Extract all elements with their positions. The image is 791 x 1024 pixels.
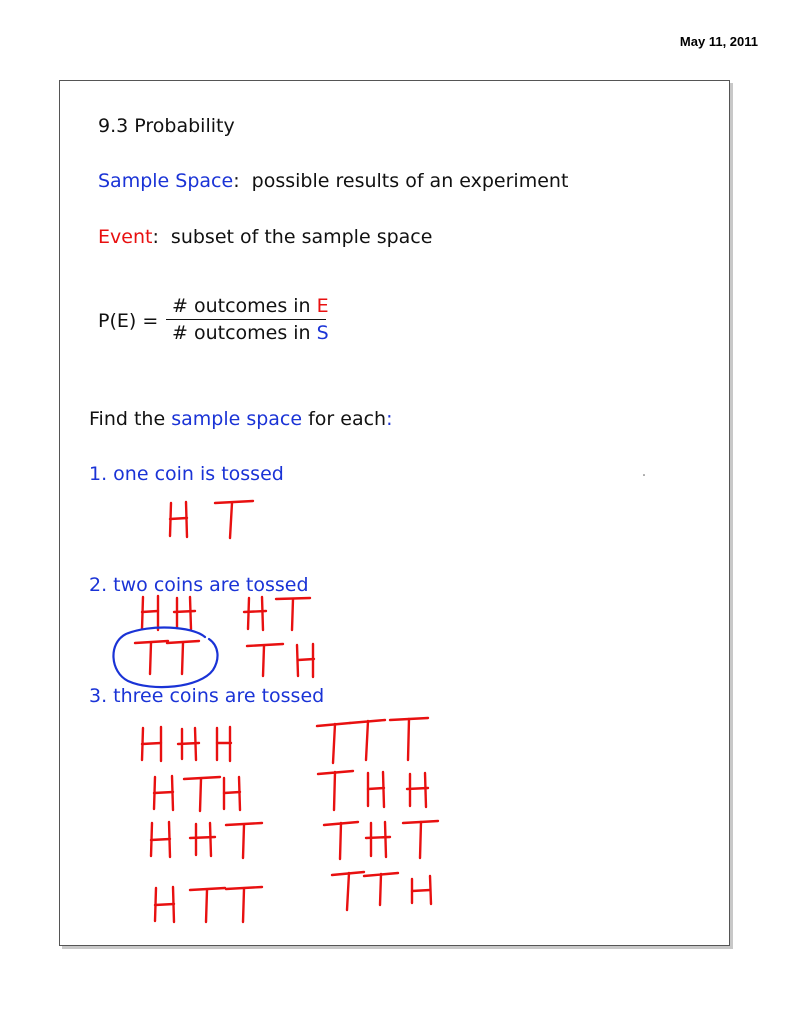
- event-term: Event: [98, 226, 153, 248]
- outcome-th: [247, 644, 314, 677]
- outcome-h: [170, 502, 187, 537]
- problem-3-label: 3. three coins are tossed: [89, 685, 325, 707]
- problem-2-label: 2. two coins are tossed: [89, 574, 309, 596]
- stray-dot: [643, 474, 645, 476]
- outcome-tt: [135, 641, 199, 674]
- event-text: subset of the sample space: [158, 226, 433, 248]
- sample-space-term: Sample Space: [98, 170, 234, 192]
- prompt-highlight: sample space: [171, 408, 303, 430]
- denominator-variable: S: [316, 322, 329, 344]
- outcome-tth: [332, 872, 431, 910]
- outcome-tht: [324, 821, 438, 859]
- denominator-text: # outcomes in: [172, 322, 317, 344]
- handwritten-outcomes-1: [170, 501, 253, 538]
- outcome-hhh: [142, 727, 231, 761]
- sample-space-colon: :: [233, 170, 240, 192]
- sample-space-text: possible results of an experiment: [239, 170, 569, 192]
- outcome-thh: [318, 771, 428, 810]
- numerator-text: # outcomes in: [172, 295, 317, 317]
- outcome-ht: [244, 597, 310, 630]
- event-colon: :: [152, 226, 159, 248]
- handwritten-outcomes-2: [135, 596, 314, 677]
- prompt-before: Find the: [89, 408, 172, 430]
- outcome-htt: [155, 887, 262, 922]
- circled-outcome-highlight: [113, 628, 217, 688]
- outcome-hth: [154, 776, 240, 811]
- handwritten-outcomes-3: [142, 718, 438, 922]
- problem-1-label: 1. one coin is tossed: [89, 463, 284, 485]
- formula-lhs: P(E) =: [98, 310, 159, 332]
- numerator-variable: E: [316, 295, 329, 317]
- prompt-after: for each: [302, 408, 387, 430]
- section-title: 9.3 Probability: [98, 115, 235, 137]
- outcome-hht: [151, 822, 262, 858]
- prompt-colon: :: [386, 408, 393, 430]
- page-date: May 11, 2011: [679, 34, 758, 49]
- outcome-t: [215, 501, 253, 538]
- outcome-hh: [142, 596, 195, 630]
- outcome-ttt: [317, 718, 428, 763]
